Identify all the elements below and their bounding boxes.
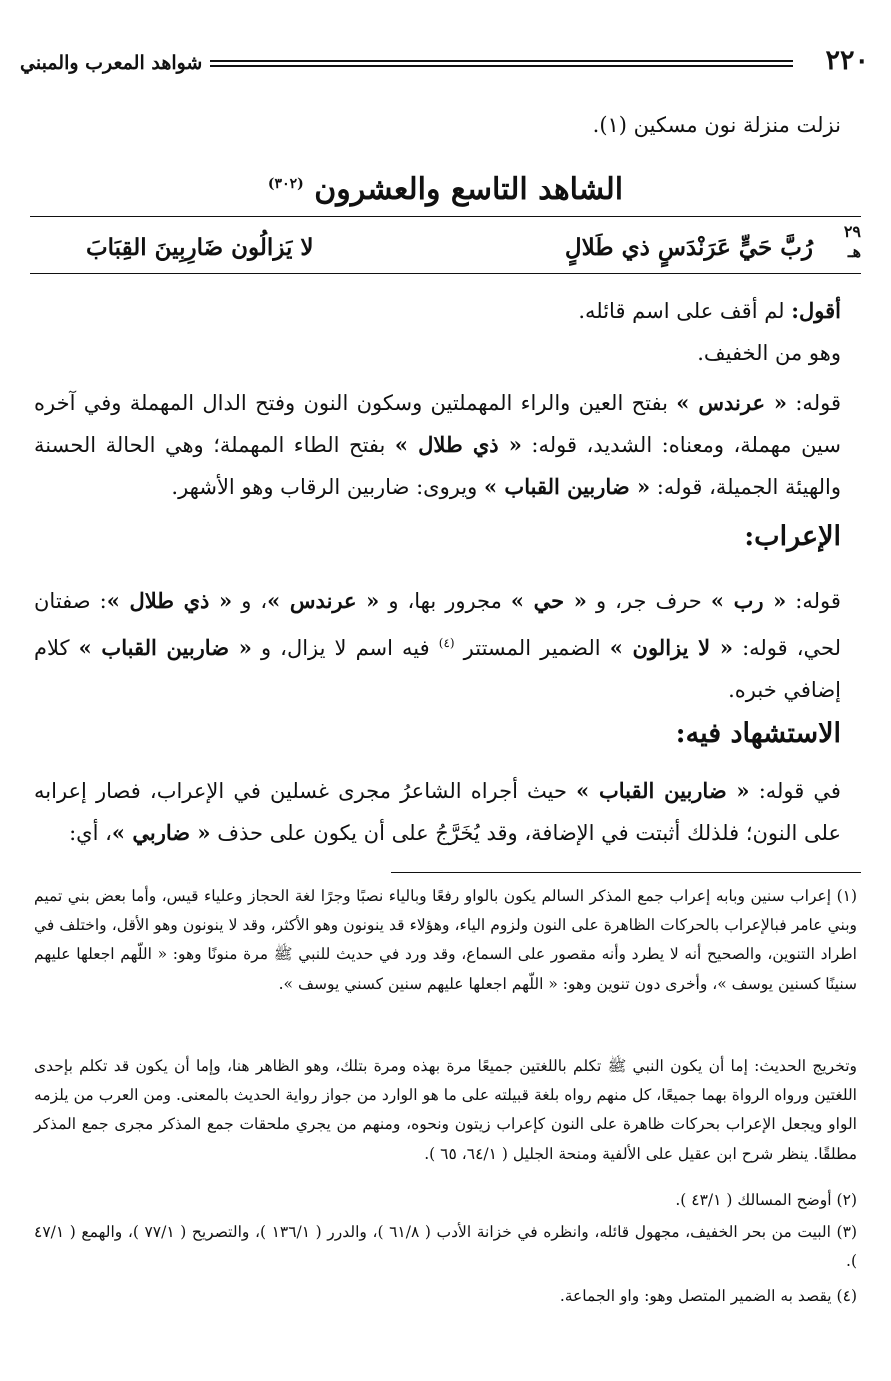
irab-text-6: فيه اسم لا يزال، و — [260, 636, 430, 660]
footnote-4 — [34, 1282, 857, 1311]
irab-text-4: : صفتان لحي، قوله: — [34, 589, 841, 660]
q-text-3: ويروى: ضاربين الرقاب وهو الأشهر. — [171, 475, 478, 499]
q-word-2: « ذي طلال » — [394, 432, 522, 457]
q-text-2: بفتح الطاء المهملة؛ وهي الحالة الحسنة والهيئة الجميلة، قوله: — [34, 433, 841, 499]
footnote-3 — [34, 1218, 857, 1276]
istishhad-heading: الاستشهاد فيه: — [675, 718, 841, 749]
verse-hemistich-1: رُبَّ حَيٍّ عَرَنْدَسٍ ذي طَلالٍ — [564, 234, 813, 261]
aqul-text: لم أقف على اسم قائله. — [578, 299, 785, 323]
footnote-1-continuation: وتخريج الحديث: إما أن يكون النبي ﷺ تكلم باللغتين جميعًا مرة بهذه ومرة بتلك، وهو الظاهر هنا، وإما أن يكون قد تكلم بإحدى اللغتين ورواه الرواة بهما جميعًا، كل منهم رواه بلغة قبيلته على ما هو الوارد من جواز رواية الحديث بالمعنى. ومن العرب من يلزمه الواو ويجعل الإعراب بحركات ظاهرة على النون كإعراب زيتون ونحوه، ومنهم من يجري ملحقات جمع المذكر مجرى جمع المذكر مطلقًا. ينظر شرح ابن عقيل على الألفية ومنحة الجليل ( ٦٤/١، ٦٥ ). — [34, 1057, 857, 1163]
footnote-2-text: أوضح المسالك ( ٤٣/١ ). — [675, 1191, 832, 1209]
irab-word-3: « عرندس » — [267, 588, 380, 613]
istishhad-text-2: ، أي: — [69, 821, 112, 845]
footnote-4-number: (٤) — [836, 1287, 857, 1305]
irab-text-7: كلام إضافي خبره. — [34, 636, 841, 702]
q-label: قوله: — [795, 391, 841, 415]
footnote-3-number: (٣) — [836, 1223, 857, 1241]
irab-text-1: حرف جر، و — [595, 589, 702, 613]
irab-label: قوله: — [795, 589, 841, 613]
istishhad-word-2: « ضاربي » — [111, 820, 211, 845]
irab-word-1: « رب » — [710, 588, 787, 613]
footnote-2 — [34, 1186, 857, 1215]
irab-word-4: « ذي طلال » — [106, 588, 233, 613]
footnote-1-number: (١) — [836, 887, 858, 905]
verse-top-rule — [30, 216, 861, 217]
irab-text-5: الضمير المستتر — [463, 636, 601, 660]
intro-line: نزلت منزلة نون مسكين (١). — [592, 113, 841, 137]
header-rule — [210, 60, 793, 67]
verse-number — [844, 222, 861, 262]
author-note — [34, 290, 841, 332]
footnote-1-text: إعراب سنين وبابه إعراب جمع المذكر السالم يكون بالواو رفعًا وبالياء نصبًا وجرًا لغة الحجاز وعلياء قيس، وأما بعض بني تميم وبني عامر فبالإعراب بالحركات الظاهرة على النون ولزوم الياء، وهؤلاء قد ينونون وهو الأكثر، وقد لا ينونون وهو الأقل، واختلف في اطراد التنوين، والصحيح أنه لا يطرد وأنه مقصور على السماع، وقد ورد في حديث للنبي ﷺ مرة منونًا وهو: « اللّهم اجعلها عليهم سنينًا كسنين يوسف »، وأخرى دون تنوين وهو: « اللّهم اجعلها عليهم سنين كسني يوسف ». — [34, 887, 857, 993]
shahid-title-text: الشاهد التاسع والعشرون — [314, 172, 624, 207]
istishhad-text-1: حيث أجراه الشاعرُ مجرى غسلين في الإعراب، فصار إعرابه على النون؛ فلذلك أثبتت في الإضافة، وقد يُخَرَّجُ على أن يكون على حذف — [34, 779, 841, 845]
shahid-title — [0, 160, 891, 214]
irab-paragraph — [34, 580, 841, 711]
aqul-label: أقول: — [791, 298, 841, 323]
footnote-separator — [391, 872, 861, 873]
verse-bottom-rule — [30, 273, 861, 274]
running-title: شواهد المعرب والمبني — [20, 52, 203, 74]
meter-line: وهو من الخفيف. — [697, 341, 841, 365]
istishhad-paragraph — [34, 770, 841, 854]
verse-number-sub: هـ — [847, 242, 861, 261]
irab-heading: الإعراب: — [744, 521, 841, 552]
irab-word-5: « لا يزالون » — [609, 635, 733, 660]
istishhad-label: في قوله: — [758, 779, 841, 803]
footnote-3-text: البيت من بحر الخفيف، مجهول قائله، وانظره في خزانة الأدب ( ٦١/٨ )، والدرر ( ١٣٦/١ )، والتصريح ( ٧٧/١ )، والهمع ( ٤٧/١ ). — [34, 1223, 857, 1271]
irab-word-6: « ضاربين القباب » — [78, 635, 252, 660]
irab-text-2: مجرور بها، و — [388, 589, 502, 613]
shahid-title-ref: (٣٠٢) — [267, 176, 304, 192]
verse-hemistich-2: لا يَزالُون ضَارِبِينَ القِبَابَ — [86, 234, 314, 261]
footnote-4-text: يقصد به الضمير المتصل وهو: واو الجماعة. — [559, 1287, 832, 1305]
footnote-1 — [34, 882, 857, 999]
footnote-2-number: (٢) — [836, 1191, 857, 1209]
page-number: ٢٢٠ — [825, 45, 869, 76]
verse-number-value: ٢٩ — [843, 222, 861, 241]
page-header — [20, 44, 869, 84]
q-text-1: بفتح العين والراء المهملتين وسكون النون وفتح الدال المهملة وفي آخره سين مهملة، ومعناه: الشديد، قوله: — [34, 391, 841, 457]
irab-text-3: ، و — [241, 589, 268, 613]
q-word-1: « عرندس » — [676, 390, 788, 415]
irab-word-2: « حي » — [510, 588, 587, 613]
istishhad-word-1: « ضاربين القباب » — [576, 778, 750, 803]
irab-footnote-ref: (٤) — [438, 636, 455, 650]
q-word-3: « ضاربين القباب » — [484, 474, 651, 499]
vocabulary-paragraph — [34, 382, 841, 508]
